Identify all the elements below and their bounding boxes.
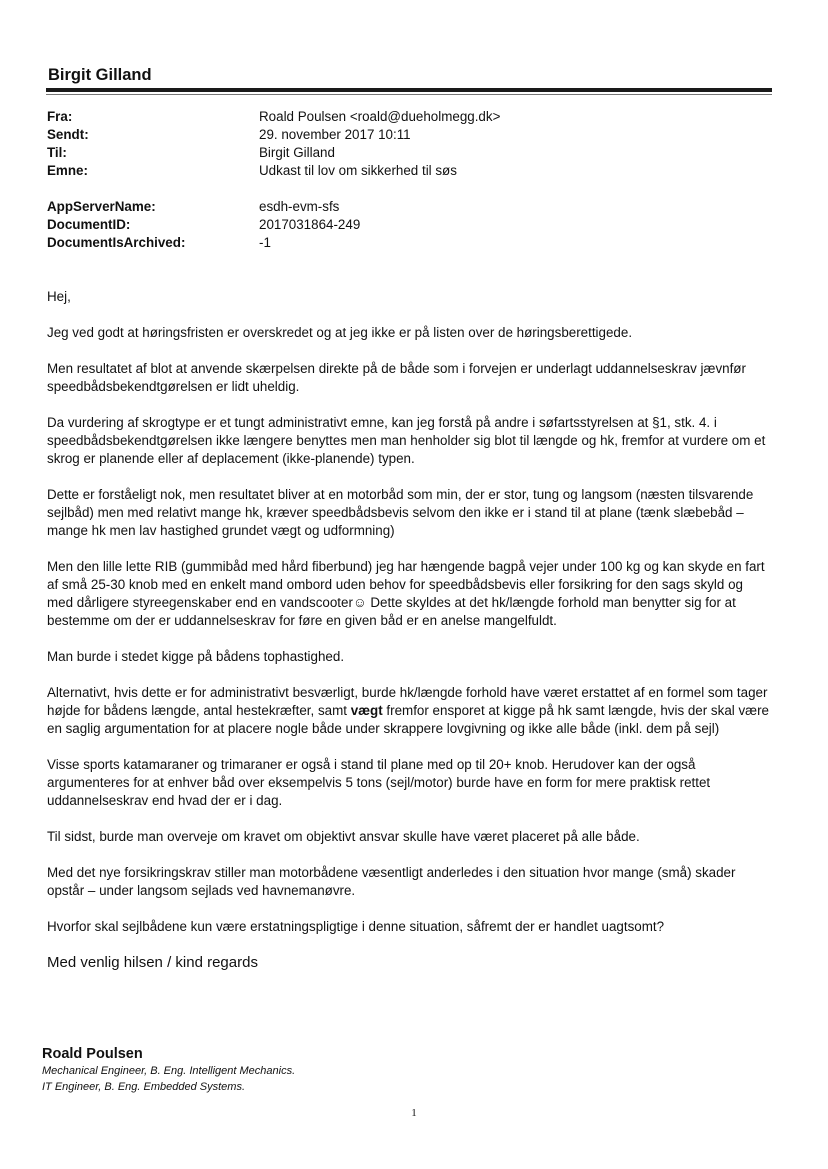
- owner-rule: [46, 88, 772, 92]
- paragraph: Jeg ved godt at høringsfristen er overskredet og at jeg ikke er på listen over de høringsberettigede.: [47, 325, 633, 340]
- sent-value: 29. november 2017 10:11: [259, 127, 411, 142]
- paragraph: Hvorfor skal sejlbådene kun være erstatningspligtige i denne situation, såfremt der er handlet uagtsomt?: [47, 919, 665, 934]
- paragraph-text: fremfor ensporet at kigge på hk samt længde, hvis der skal være en saglig argumentation for at placere nogle både under skrappere lovgivning og ikke alle både (inkl. dem på sejl): [47, 703, 769, 736]
- paragraph-text: Men den lille lette RIB (gummibåd med hård fiberbund) jeg har hængende bagpå vejer under 100 kg og kan skyde en fart af små 25-30 knob med en enkelt mand ombord uden behov for speedbådsbevis eller forsikring for den sags skyld og med dårligere styreegenskaber end en vandscooter: [47, 559, 765, 610]
- bold-word: vægt: [350, 703, 383, 718]
- documentid-value: 2017031864-249: [259, 217, 361, 232]
- from-row: [47, 108, 747, 126]
- page-number: 1: [411, 1107, 417, 1119]
- paragraph: [47, 558, 772, 630]
- to-value: Birgit Gilland: [259, 145, 335, 160]
- signature-name: Roald Poulsen: [42, 1046, 143, 1062]
- from-value: Roald Poulsen <roald@dueholmegg.dk>: [259, 109, 501, 124]
- signature-title: IT Engineer, B. Eng. Embedded Systems.: [42, 1081, 245, 1093]
- archived-label: DocumentIsArchived:: [47, 235, 186, 250]
- paragraph: Da vurdering af skrogtype er et tungt administrativt emne, kan jeg forstå på andre i søfartsstyrelsen at §1, stk. 4. i speedbådsbekendtgørelsen ikke længere benyttes men man henholder sig blot til længde og hk, fremfor at vurdere om et skrog er planende eller af deplacement (ikke-planende) typen.: [47, 415, 766, 466]
- sent-label: Sendt:: [47, 127, 89, 142]
- appserver-label: AppServerName:: [47, 199, 156, 214]
- paragraph: Med det nye forsikringskrav stiller man motorbådene væsentligt anderledes i den situation hvor mange (små) skader opstår – under langsom sejlads ved havnemanøvre.: [47, 865, 736, 898]
- subject-row: [47, 162, 747, 180]
- email-body: [47, 288, 772, 990]
- paragraph: Dette er forståeligt nok, men resultatet bliver at en motorbåd som min, der er stor, tung og langsom (næsten tilsvarende sejlbåd) men med relativt mange hk, kræver speedbådsbevis selvom den ikke er i stand til at plane (tænk slæbebåd – mange hk men lav hastighed grundet vægt og udformning): [47, 487, 754, 538]
- documentid-row: [47, 216, 747, 234]
- paragraph: [47, 684, 772, 738]
- to-row: [47, 144, 747, 162]
- paragraph: Til sidst, burde man overveje om kravet om objektivt ansvar skulle have været placeret på alle både.: [47, 829, 640, 844]
- page-owner: Birgit Gilland: [48, 66, 152, 84]
- archived-value: -1: [259, 235, 271, 250]
- paragraph: Man burde i stedet kigge på bådens tophastighed.: [47, 649, 345, 664]
- smiley-icon: ☺: [352, 595, 367, 610]
- signature: [42, 1045, 295, 1095]
- signature-title: Mechanical Engineer, B. Eng. Intelligent Mechanics.: [42, 1065, 296, 1077]
- appserver-value: esdh-evm-sfs: [259, 199, 340, 214]
- to-label: Til:: [47, 145, 67, 160]
- email-header: [47, 108, 747, 252]
- paragraph: Visse sports katamaraner og trimaraner er også i stand til plane med op til 20+ knob. Herudover kan der også argumenteres for at enhver båd over eksempelvis 5 tons (sejl/motor) burde have en form for mere praktisk rettet uddannelseskrav end hvad der er i dag.: [47, 757, 711, 808]
- greeting: Hej,: [47, 289, 71, 304]
- archived-row: [47, 234, 747, 252]
- subject-value: Udkast til lov om sikkerhed til søs: [259, 163, 457, 178]
- sent-row: [47, 126, 747, 144]
- owner-rule-thin: [46, 94, 772, 95]
- paragraph-text: Alternativt, hvis dette er for administrativt besværligt, burde hk/længde forhold have været erstattet af en formel som tager højde for bådens længde, antal hestekræfter, samt: [47, 685, 768, 718]
- paragraph: Men resultatet af blot at anvende skærpelsen direkte på de både som i forvejen er underlagt uddannelseskrav jævnfør speedbådsbekendtgørelsen er lidt uheldig.: [47, 361, 746, 394]
- subject-label: Emne:: [47, 163, 88, 178]
- paragraph-text: Dette skyldes at det hk/længde forhold man benytter sig for at bestemme om der er uddannelseskrav for føre en given båd er en anelse mangelfuldt.: [47, 595, 736, 628]
- from-label: Fra:: [47, 109, 73, 124]
- documentid-label: DocumentID:: [47, 217, 131, 232]
- appserver-row: [47, 198, 747, 216]
- regards: Med venlig hilsen / kind regards: [47, 954, 258, 971]
